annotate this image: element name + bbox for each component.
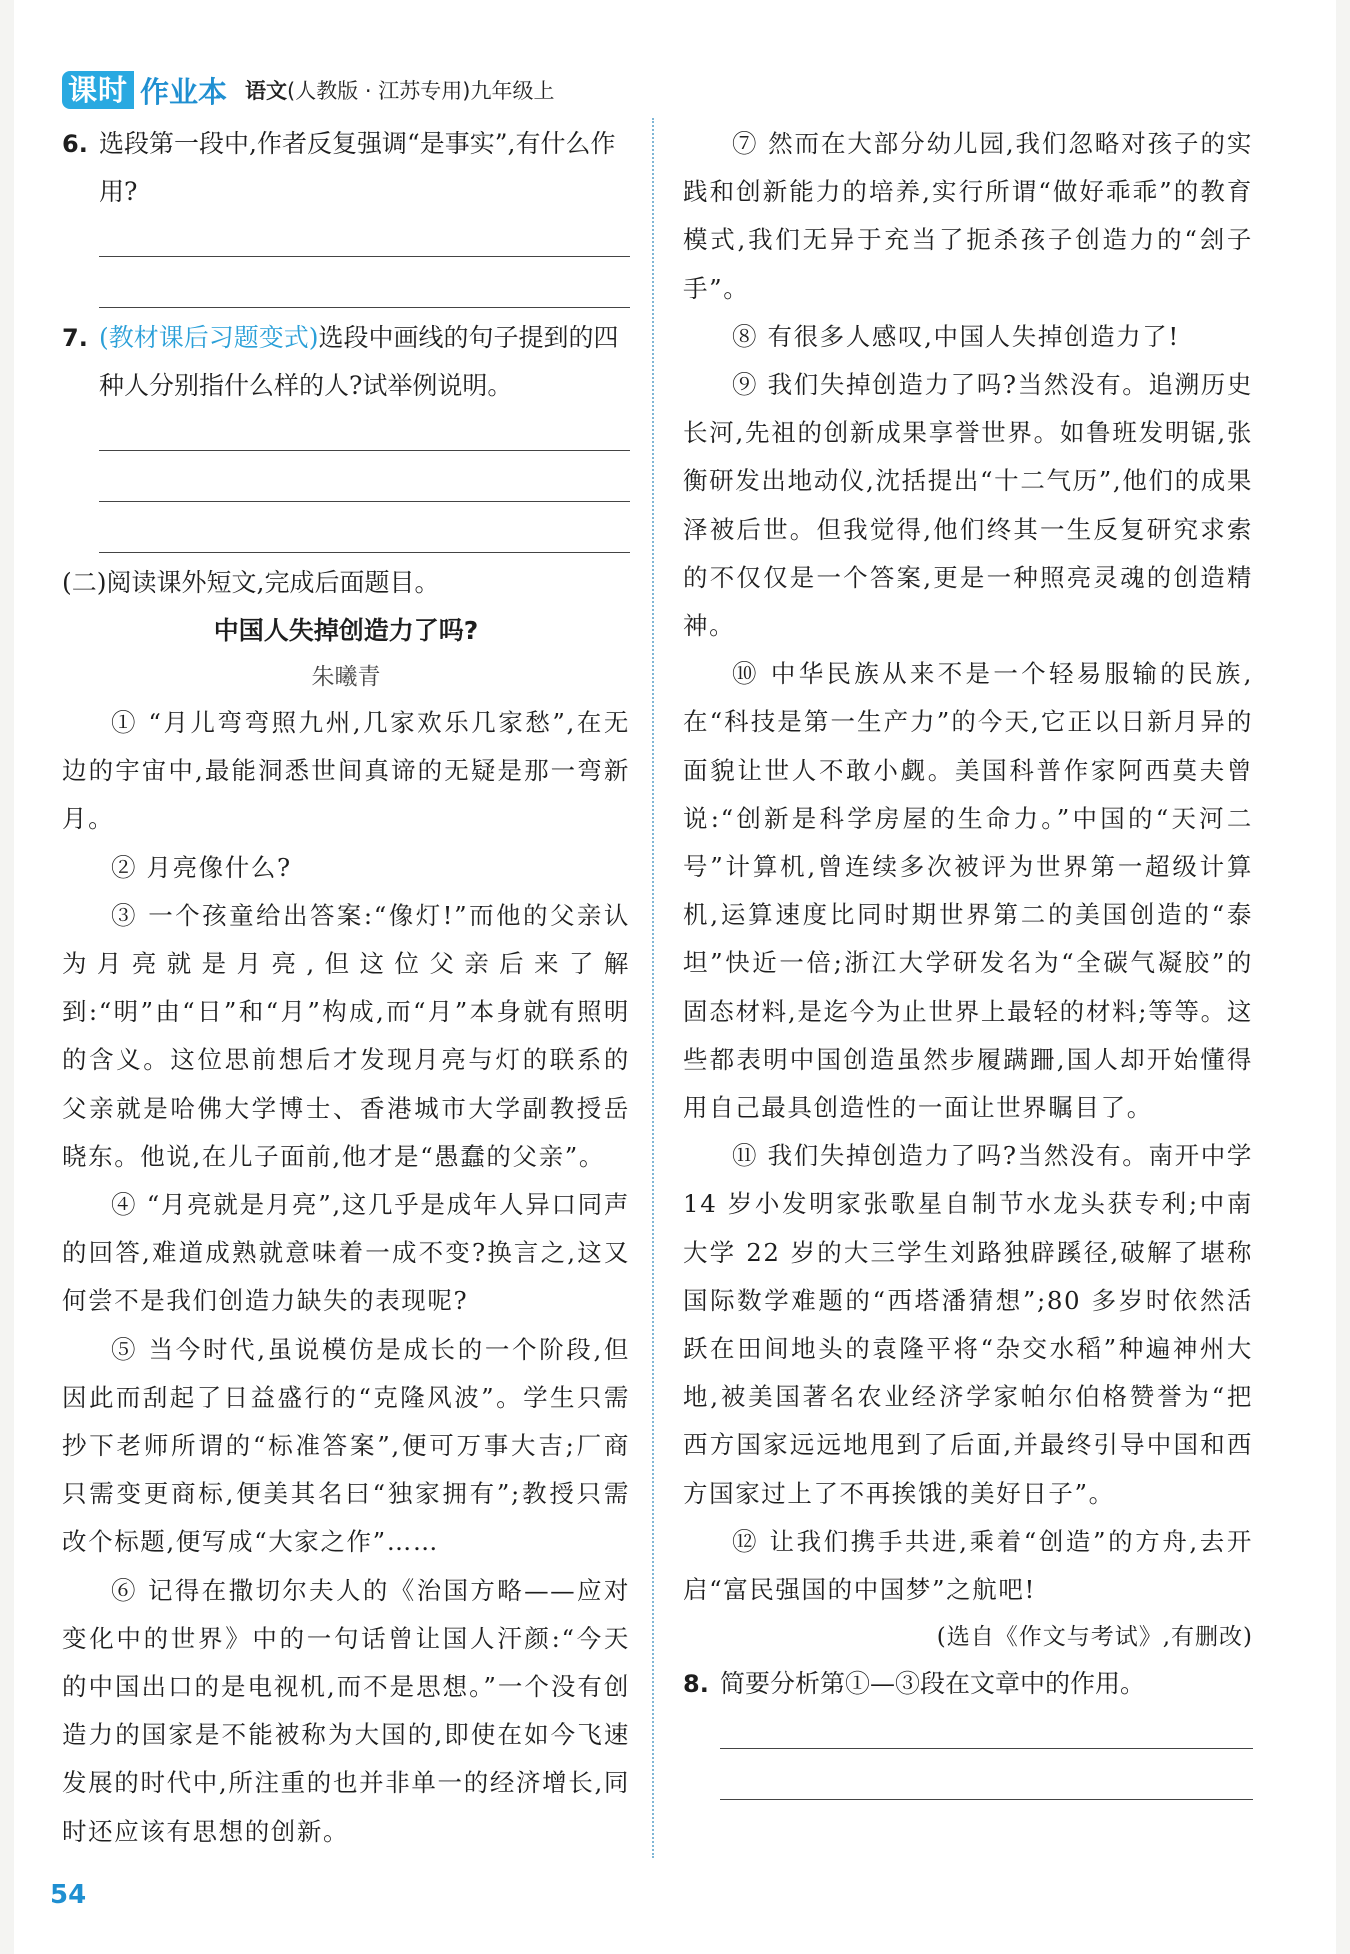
paragraph-6: ⑥ 记得在撒切尔夫人的《治国方略——应对变化中的世界》中的一句话曾让国人汗颜:“今天的中国出口的是电视机,而不是思想。”一个没有创造力的国家是不能被称为大国的,即使在如今飞速发展的时代中,所注重的也并非单一的经济增长,同时还应该有思想的创新。 — [62, 1575, 630, 1846]
article-author: 朱曦青 — [311, 664, 381, 690]
edition: (人教版 · 江苏专用)九年级上 — [287, 79, 555, 103]
question-number: 7. — [62, 324, 88, 352]
paragraph-11: ⑪ 我们失掉创造力了吗?当然没有。南开中学 14 岁小发明家张歌星自制节水龙头获专利;中南大学 22 岁的大三学生刘路独辟蹊径,破解了堪称国际数学难题的“西塔潘猜想”;80 多岁时依然活跃在田间地头的袁隆平将“杂交水稻”种遍神州大地,被美国著名农业经济学家帕尔伯格赞誉为“把西方国家远远地甩到了后面,并最终引导中国和西方国家过上了不再挨饿的美好日子”。 — [683, 1141, 1253, 1508]
logo-suffix: 作业本 — [140, 74, 228, 109]
question-number: 6. — [62, 130, 88, 158]
answer-line[interactable] — [99, 502, 630, 553]
paragraph-1: ① “月儿弯弯照九州,几家欢乐几家愁”,在无边的宇宙中,最能洞悉世间真谛的无疑是那一弯新月。 — [62, 708, 630, 834]
logo — [62, 71, 227, 109]
answer-line[interactable] — [720, 1708, 1253, 1749]
question-text: 简要分析第①—③段在文章中的作用。 — [720, 1669, 1146, 1699]
article-title: 中国人失掉创造力了吗? — [213, 616, 479, 645]
page-number: 54 — [50, 1880, 87, 1910]
question-tag: (教材课后习题变式) — [99, 323, 319, 352]
paragraph-4: ④ “月亮就是月亮”,这几乎是成年人异口同声的回答,难道成熟就意味着一成不变?换言之,这又何尝不是我们创造力缺失的表现呢? — [62, 1190, 630, 1316]
answer-line[interactable] — [99, 451, 630, 502]
answer-line[interactable] — [99, 257, 630, 308]
subject-line — [245, 75, 554, 105]
logo-mark: 课时 — [62, 71, 134, 109]
paragraph-2: ② 月亮像什么? — [111, 852, 292, 882]
answer-line[interactable] — [720, 1749, 1253, 1800]
paragraph-3: ③ 一个孩童给出答案:“像灯!”而他的父亲认为月亮就是月亮,但这位父亲后来了解到:“明”由“日”和“月”构成,而“月”本身就有照明的含义。这位思前想后才发现月亮与灯的联系的父亲就是哈佛大学博士、香港城市大学副教授岳晓东。他说,在儿子面前,他才是“愚蠢的父亲”。 — [62, 900, 630, 1171]
question-8 — [683, 1660, 1253, 1708]
question-text: 选段中画线的句子提到的四种人分别指什么样的人?试举例说明。 — [99, 323, 619, 400]
paragraph-12: ⑫ 让我们携手共进,乘着“创造”的方舟,去开启“富民强国的中国梦”之航吧! — [683, 1526, 1253, 1605]
subject: 语文 — [245, 79, 288, 103]
header — [62, 70, 554, 110]
column-divider — [652, 118, 654, 1858]
question-7 — [62, 314, 630, 410]
paragraph-5: ⑤ 当今时代,虽说模仿是成长的一个阶段,但因此而刮起了日益盛行的“克隆风波”。学生只需抄下老师所谓的“标准答案”,便可万事大吉;厂商只需变更商标,便美其名曰“独家拥有”;教授只需改个标题,便写成“大家之作”…… — [62, 1334, 630, 1557]
paragraph-9: ⑨ 我们失掉创造力了吗?当然没有。追溯历史长河,先祖的创新成果享誉世界。如鲁班发明锯,张衡研发出地动仪,沈括提出“十二气历”,他们的成果泽被后世。但我觉得,他们终其一生反复研究求索的不仅仅是一个答案,更是一种照亮灵魂的创造精神。 — [683, 370, 1253, 641]
paragraph-7: ⑦ 然而在大部分幼儿园,我们忽略对孩子的实践和创新能力的培养,实行所谓“做好乖乖”的教育模式,我们无异于充当了扼杀孩子创造力的“刽子手”。 — [683, 129, 1253, 303]
section-title: (二)阅读课外短文,完成后面题目。 — [62, 568, 440, 597]
article-source: (选自《作文与考试》,有删改) — [936, 1624, 1253, 1651]
answer-line[interactable] — [99, 410, 630, 451]
question-6 — [62, 120, 630, 216]
right-column — [683, 120, 1253, 1800]
left-column — [62, 120, 630, 1856]
paragraph-10: ⑩ 中华民族从来不是一个轻易服输的民族,在“科技是第一生产力”的今天,它正以日新月异的面貌让世人不敢小觑。美国科普作家阿西莫夫曾说:“创新是科学房屋的生命力。”中国的“天河二号”计算机,曾连续多次被评为世界第一超级计算机,运算速度比同时期世界第二的美国创造的“泰坦”快近一倍;浙江大学研发名为“全碳气凝胶”的固态材料,是迄今为止世界上最轻的材料;等等。这些都表明中国创造虽然步履蹒跚,国人却开始懂得用自己最具创造性的一面让世界瞩目了。 — [683, 659, 1253, 1123]
paragraph-8: ⑧ 有很多人感叹,中国人失掉创造力了! — [732, 321, 1180, 351]
answer-line[interactable] — [99, 216, 630, 257]
question-number: 8. — [683, 1670, 709, 1699]
question-text: 选段第一段中,作者反复强调“是事实”,有什么作用? — [99, 129, 616, 206]
